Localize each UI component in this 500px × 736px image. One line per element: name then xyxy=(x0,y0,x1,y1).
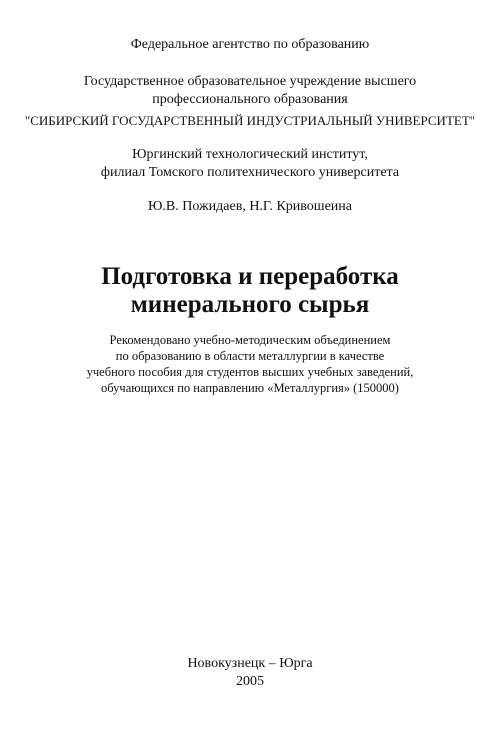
institution-line-1: Государственное образовательное учреждение высшего xyxy=(83,74,417,89)
recommendation-line-2: по образованию в области металлургии в качестве xyxy=(115,349,385,363)
publication-year: 2005 xyxy=(236,674,264,689)
recommendation-line-4: обучающихся по направлению «Металлургия» (150000) xyxy=(101,381,399,395)
institution-line-2: профессионального образования xyxy=(152,92,348,107)
agency-line: Федеральное агентство по образованию xyxy=(130,37,370,52)
university-name: "СИБИРСКИЙ ГОСУДАРСТВЕННЫЙ ИНДУСТРИАЛЬНЫЙ УНИВЕРСИТЕТ" xyxy=(24,113,476,128)
branch-line-1: Юргинский технологический институт, xyxy=(132,147,368,162)
book-title-line-1: Подготовка и переработка xyxy=(101,263,399,290)
authors: Ю.В. Пожидаев, Н.Г. Кривошеина xyxy=(148,199,352,214)
branch-line-2: филиал Томского политехнического университета xyxy=(100,165,400,180)
publication-place: Новокузнецк – Юрга xyxy=(187,656,313,671)
book-title-line-2: минерального сырья xyxy=(130,291,370,318)
recommendation-line-1: Рекомендовано учебно-методическим объединением xyxy=(109,333,391,347)
recommendation-line-3: учебного пособия для студентов высших учебных заведений, xyxy=(86,365,414,379)
